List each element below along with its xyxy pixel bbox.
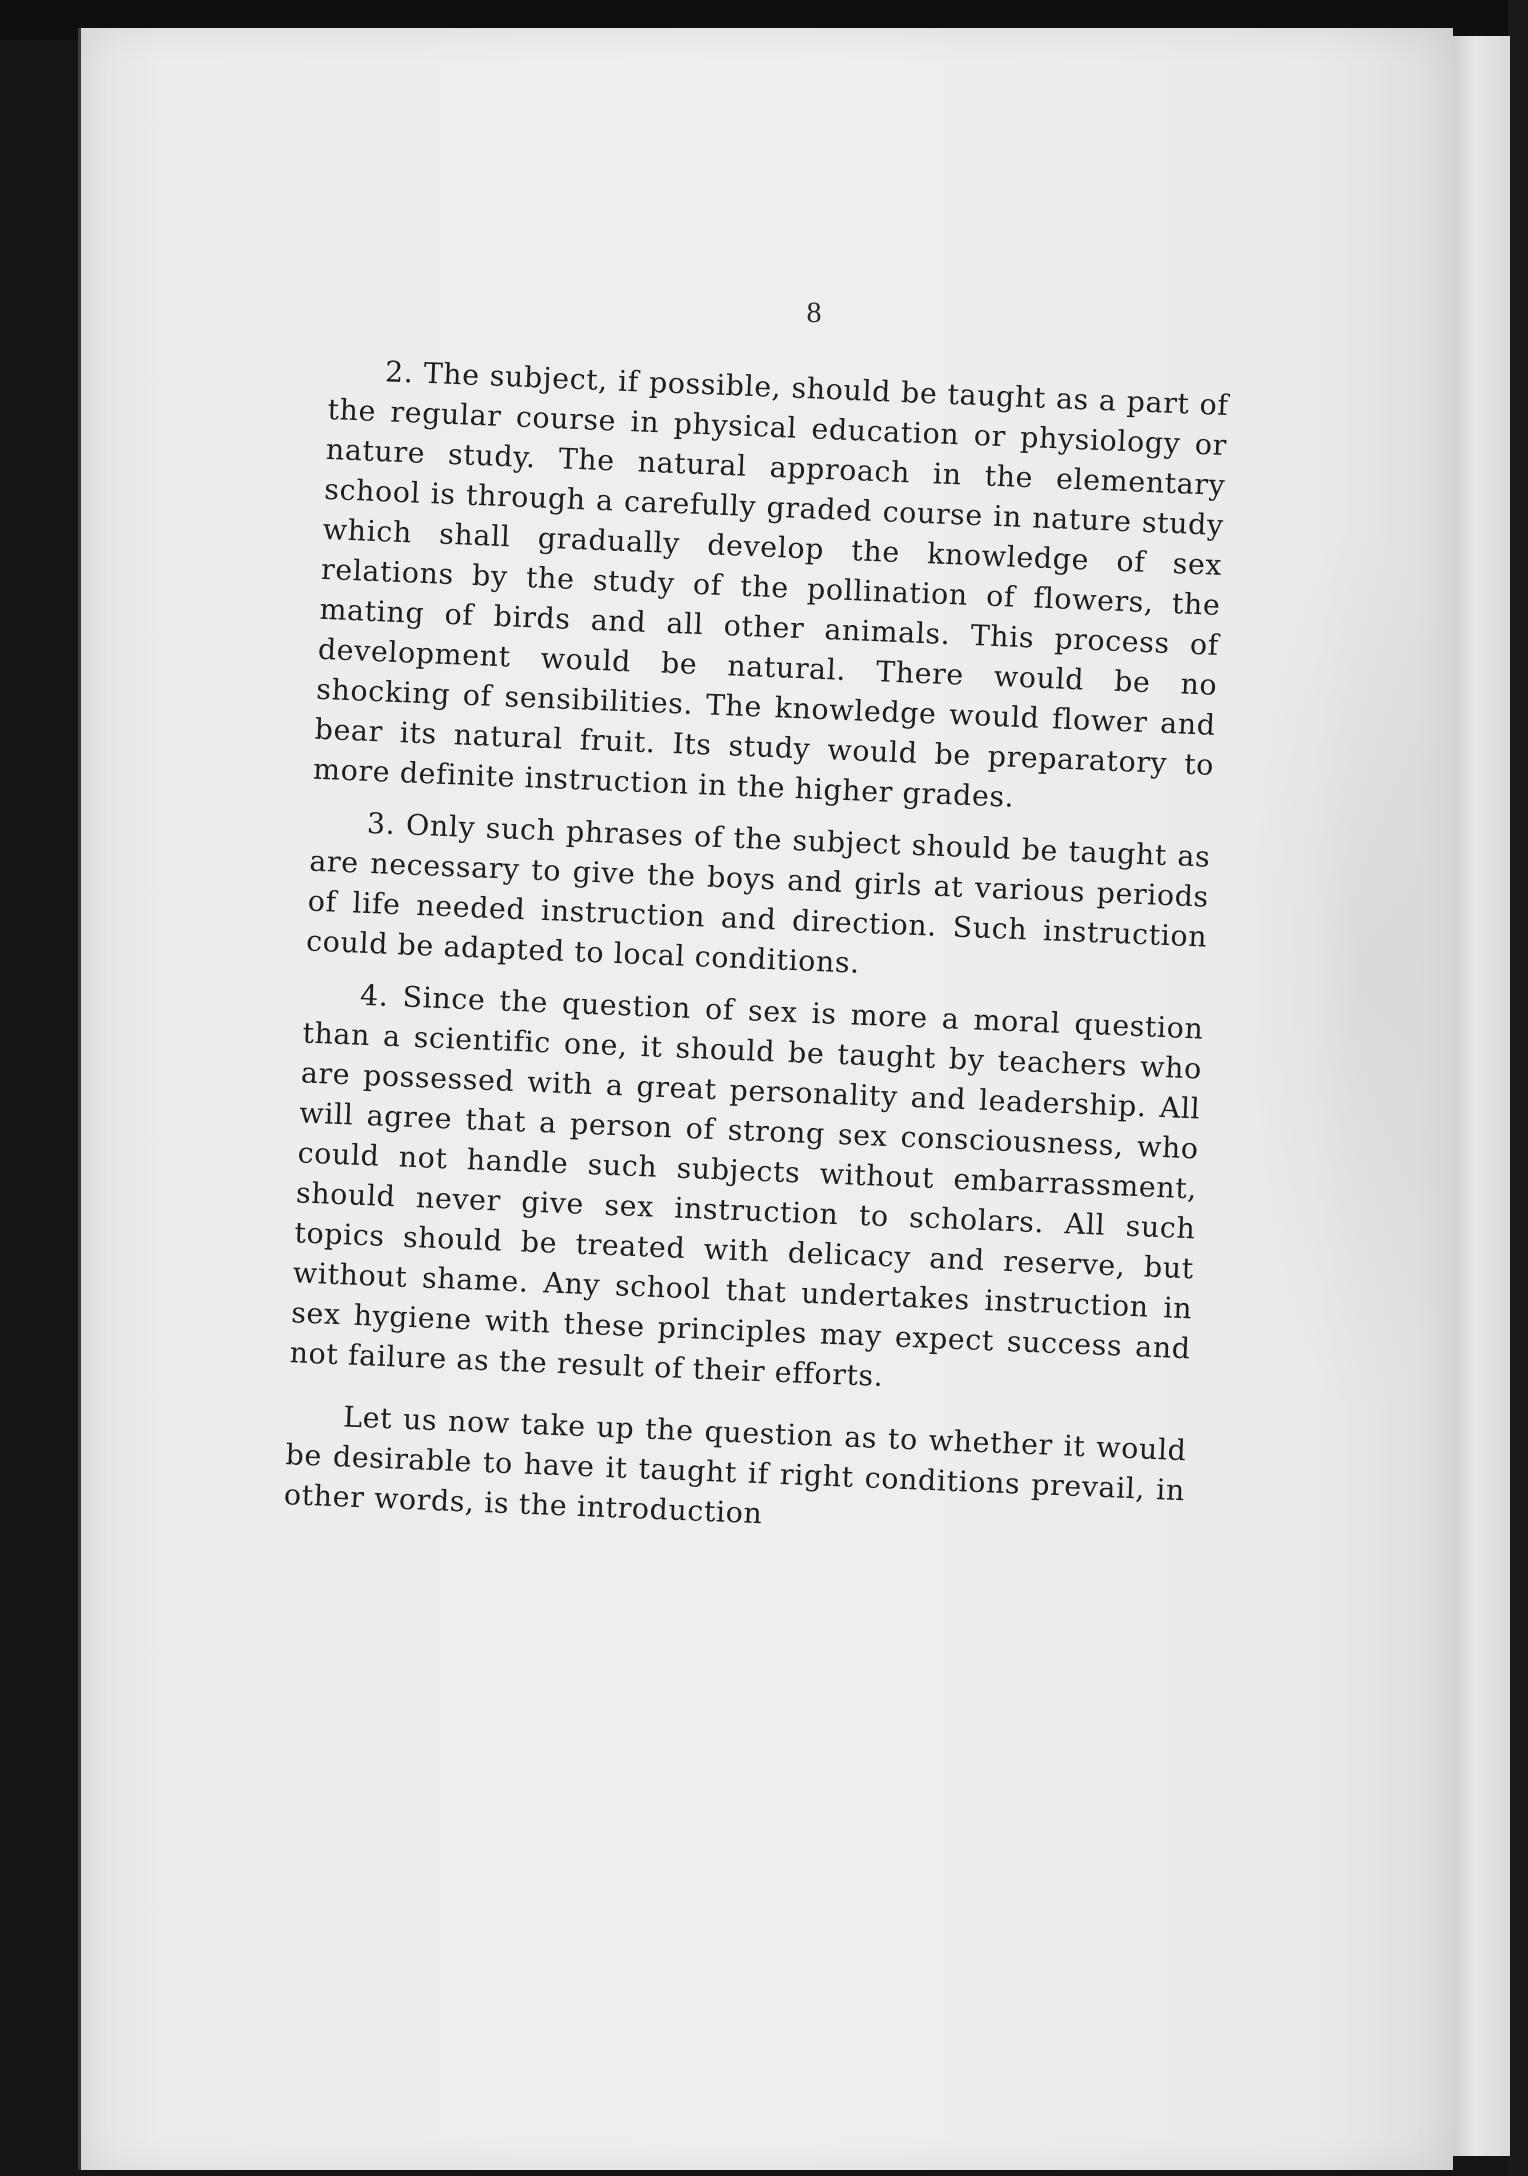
paragraph-continuation: Let us now take up the question as to whether it would be desirable to have it taught if right conditions prevail, in other words, is the introduction xyxy=(283,1400,1188,1531)
paragraph-point-2: 2. The subject, if possible, should be taught as a part of the regular course in physical education or physiology or nature study. The natural approach in the elementary school is through a carefully graded course in nature study which shall gradually develop the knowledge of sex relations by the study of the pollination of flowers, the mating of birds and all other animals. This process of development would be natural. There would be no shocking of sensibilities. The knowledge would flower and bear its natural fruit. Its study would be preparatory to more definite instruction in the higher grades. xyxy=(312,355,1230,814)
page-number: 8 xyxy=(806,296,822,329)
page-body xyxy=(283,350,1230,1563)
paragraph-point-3: 3. Only such phrases of the subject should be taught as are necessary to give the boys and girls at various periods of life needed instruction and direction. Such instruction could be adapted to local conditions. xyxy=(305,806,1212,980)
paragraph-point-4: 4. Since the question of sex is more a moral question than a scientific one, it should be taught by teachers who are possessed with a great personality and leadership. All will agree that a person of strong sex consciousness, who could not handle such subjects without embarrassment, should never give sex instruction to scholars. All such topics should be treated with delicacy and reserve, but without shame. Any school that undertakes instruction in sex hygiene with these principles may expect success and not failure as the result of their efforts. xyxy=(289,978,1205,1394)
adjacent-page-edge xyxy=(1450,36,1510,2156)
show-through-bleed xyxy=(1240,520,1440,1420)
